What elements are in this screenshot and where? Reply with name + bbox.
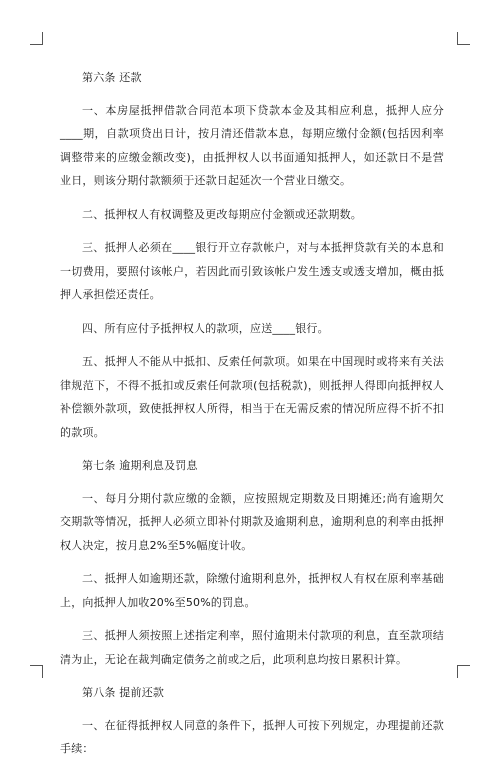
- section-heading-article-6: 第六条 还款: [82, 71, 142, 84]
- paragraph-6-2: 二、抵押权人有权调整及更改每期应付金额或还款期数。: [82, 207, 362, 221]
- crop-mark-top-left: [30, 32, 43, 45]
- paragraph-6-5: 五、抵押人不能从中抵扣、反索任何款项。如果在中国现时或将来有关法律规范下，不得不抵扣或反索任何款项(包括税款)，则抵押人得即向抵押权人补偿额外款项，致使抵押权人所得，相当于在无需反索的情况所应得不折不扣的款项。: [60, 355, 444, 439]
- paragraph-7-1: 一、每月分期付款应缴的金额，应按照规定期数及日期摊还;尚有逾期欠交期款等情况，抵押人必须立即补付期款及逾期利息，逾期利息的利率由抵押权人决定，按月息2%至5%幅度计收。: [60, 491, 444, 552]
- paragraph-7-2: 二、抵押人如逾期还款，除缴付逾期利息外，抵押权人有权在原利率基础上，向抵押人加收20%至50%的罚息。: [60, 572, 444, 609]
- document-body: [60, 66, 444, 771]
- paragraph-8-1: 一、在征得抵押权人同意的条件下，抵押人可按下列规定，办理提前还款手续：: [60, 718, 444, 755]
- paragraph-6-3: 三、抵押人必须在____银行开立存款帐户，对与本抵押贷款有关的本息和一切费用，要照付该帐户，若因此而引致该帐户发生透支或透支增加，概由抵押人承担偿还责任。: [60, 241, 444, 301]
- crop-mark-bottom-left: [30, 665, 43, 678]
- section-heading-article-7: 第七条 逾期利息及罚息: [82, 459, 198, 472]
- crop-mark-bottom-right: [457, 665, 470, 678]
- paragraph-7-3: 三、抵押人须按照上述指定利率，照付逾期未付款项的利息，直至款项结清为止，无论在裁判确定债务之前或之后，此项利息均按日累积计算。: [60, 629, 444, 666]
- paragraph-6-1: 一、本房屋抵押借款合同范本项下贷款本金及其相应利息，抵押人应分____期，自款项贷出日计，按月清还借款本息，每期应缴付金额(包括因利率调整带来的应缴金额改变)，由抵押权人以书面通知抵押人，如还款日不是营业日，则该分期付款额须于还款日起延次一个营业日缴交。: [60, 103, 444, 187]
- paragraph-6-4: 四、所有应付予抵押权人的款项，应送____银行。: [82, 321, 329, 335]
- crop-mark-top-right: [457, 32, 470, 45]
- section-heading-article-8: 第八条 提前还款: [82, 686, 165, 699]
